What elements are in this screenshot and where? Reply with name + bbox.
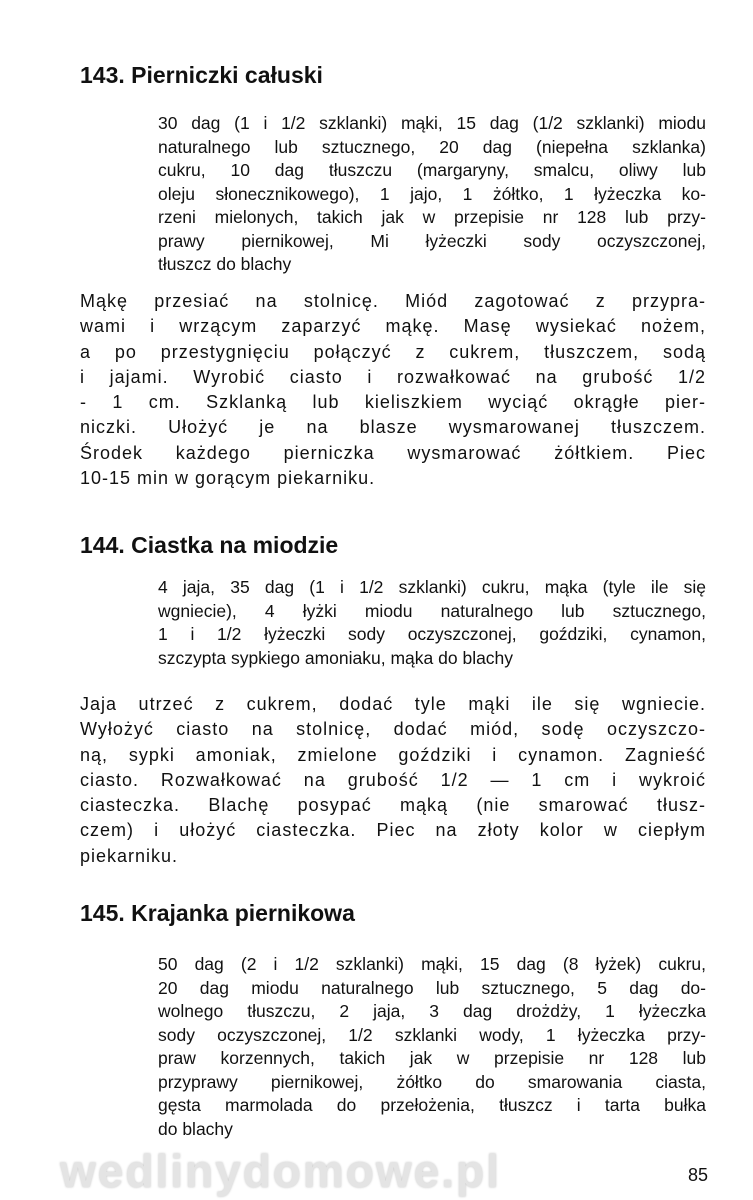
text-line: 4 jaja, 35 dag (1 i 1/2 szklanki) cukru, mąka (tyle ile się xyxy=(158,577,706,597)
text-line: przyprawy piernikowej, żółtko do smarowania ciasta, xyxy=(158,1071,706,1092)
page-number: 85 xyxy=(688,1165,709,1185)
text-line: piekarniku. xyxy=(80,845,179,866)
recipe-144-method xyxy=(80,692,706,869)
text-line: 10-15 min w gorącym piekarniku. xyxy=(80,468,376,489)
recipe-145-ingredients xyxy=(158,953,706,1141)
recipe-title-145: 145. Krajanka piernikowa xyxy=(80,900,355,926)
text-line: oleju słonecznikowego), 1 jajo, 1 żółtko, 1 łyżeczka ko- xyxy=(158,183,706,204)
text-line: praw korzennych, takich jak w przepisie nr 128 lub xyxy=(158,1048,706,1068)
recipe-143-method xyxy=(80,289,706,491)
recipe-title-144: 144. Ciastka na miodzie xyxy=(80,532,339,558)
text-line: ciasteczka. Blachę posypać mąką (nie smarować tłusz- xyxy=(80,795,706,816)
text-line: do blachy xyxy=(158,1118,233,1139)
text-line: cukru, 10 dag tłuszczu (margaryny, smalcu, oliwy lub xyxy=(158,160,706,180)
text-line: gęsta marmolada do przełożenia, tłuszcz i tarta bułka xyxy=(158,1095,706,1115)
recipe-144-ingredients xyxy=(158,576,706,670)
text-line: szczypta sypkiego amoniaku, mąka do blachy xyxy=(158,647,514,668)
text-line: czem) i ułożyć ciasteczka. Piec na złoty kolor w ciepłym xyxy=(80,820,706,841)
text-line: niczki. Ułożyć je na blasze wysmarowanej tłuszczem. xyxy=(80,417,706,438)
text-line: 50 dag (2 i 1/2 szklanki) mąki, 15 dag (8 łyżek) cukru, xyxy=(158,954,706,974)
text-line: Wyłożyć ciasto na stolnicę, dodać miód, sodę oczyszczo- xyxy=(80,719,706,740)
text-line: i jajami. Wyrobić ciasto i rozwałkować na grubość 1/2 xyxy=(80,366,706,387)
text-line: a po przestygnięciu połączyć z cukrem, tłuszczem, sodą xyxy=(80,341,706,362)
text-line: Jaja utrzeć z cukrem, dodać tyle mąki ile się wgniecie. xyxy=(80,694,706,714)
watermark: wedlinydomowe.pl xyxy=(60,1145,501,1197)
text-line: 20 dag miodu naturalnego lub sztucznego, 5 dag do- xyxy=(158,977,706,998)
text-line: sody oczyszczonej, 1/2 szklanki wody, 1 łyżeczka przy- xyxy=(158,1024,706,1045)
text-line: wolnego tłuszczu, 2 jaja, 3 dag drożdży, 1 łyżeczka xyxy=(158,1001,706,1021)
text-line: naturalnego lub sztucznego, 20 dag (niepełna szklanka) xyxy=(158,136,706,157)
text-line: 30 dag (1 i 1/2 szklanki) mąki, 15 dag (1/2 szklanki) miodu xyxy=(158,113,706,133)
text-line: rzeni mielonych, takich jak w przepisie nr 128 lub przy- xyxy=(158,207,706,227)
recipe-143-ingredients xyxy=(158,112,706,277)
text-line: ną, sypki amoniak, zmielone goździki i cynamon. Zagnieść xyxy=(80,744,706,765)
text-line: tłuszcz do blachy xyxy=(158,254,292,274)
text-line: ciasto. Rozwałkować na grubość 1/2 — 1 cm i wykroić xyxy=(80,769,706,790)
text-line: Środek każdego pierniczka wysmarować żółtkiem. Piec xyxy=(80,442,706,463)
text-line: wgniecie), 4 łyżki miodu naturalnego lub sztucznego, xyxy=(158,600,706,621)
text-line: - 1 cm. Szklanką lub kieliszkiem wyciąć okrągłe pier- xyxy=(80,392,706,413)
text-line: Mąkę przesiać na stolnicę. Miód zagotować z przypra- xyxy=(80,291,706,311)
text-line: wami i wrzącym zaparzyć mąkę. Masę wysiekać nożem, xyxy=(80,316,706,337)
recipe-title-143: 143. Pierniczki całuski xyxy=(80,62,323,88)
text-line: prawy piernikowej, Mi łyżeczki sody oczyszczonej, xyxy=(158,230,706,251)
text-line: 1 i 1/2 łyżeczki sody oczyszczonej, goździki, cynamon, xyxy=(158,624,706,644)
